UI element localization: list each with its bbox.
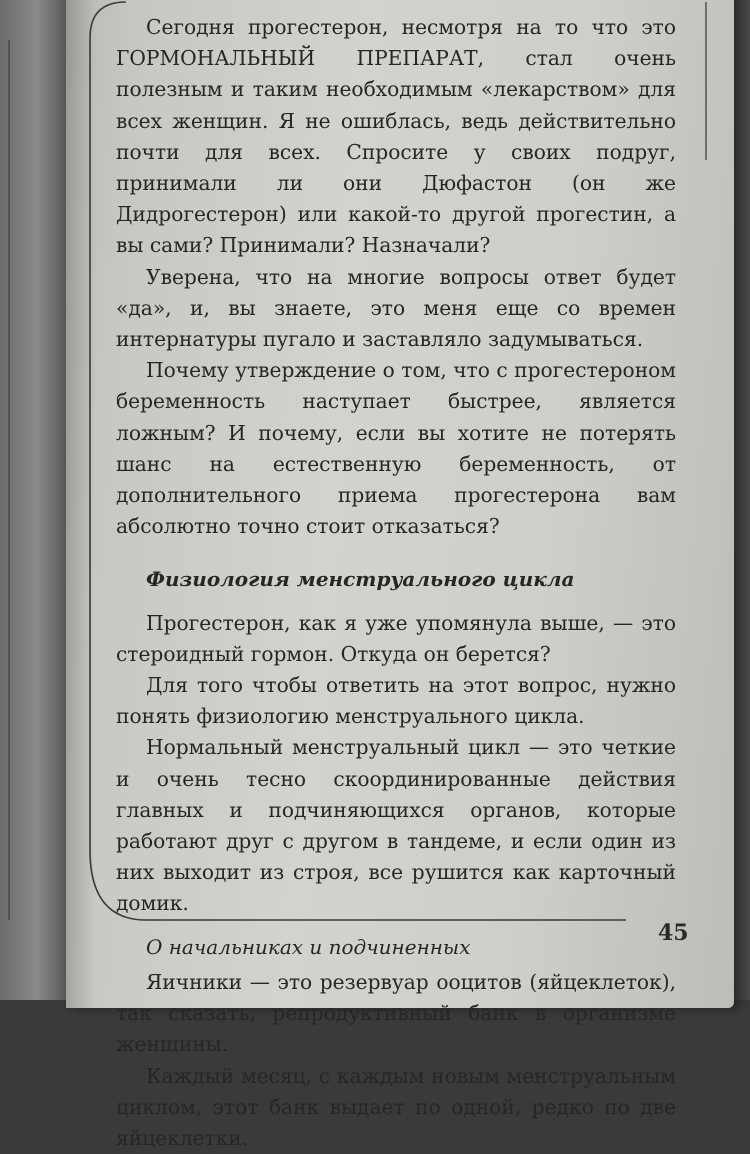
paragraph-3: Почему утверждение о том, что с прогестероном беременность наступает быстрее, является ложным? И почему, если вы хотите не потерять шанс на естественную беременность, от дополнительного приема прогестерона вам абсолютно точно стоит отказаться? <box>116 355 676 542</box>
background-strip <box>734 0 750 1000</box>
paragraph-4: Прогестерон, как я уже упомянула выше, — это стероидный гормон. Откуда он берется? <box>116 608 676 670</box>
paragraph-2: Уверена, что на многие вопросы ответ будет «да», и, вы знаете, это меня еще со времен интернатуры пугало и заставляло задумываться. <box>116 262 676 356</box>
paragraph-7: Яичники — это резервуар ооцитов (яйцеклеток), так сказать, репродуктивный банк в организме женщины. <box>116 967 676 1061</box>
opposite-page-frame-line <box>8 40 10 920</box>
paragraph-6: Нормальный менструальный цикл — это четкие и очень тесно скоординированные действия главных и подчиняющихся органов, которые работают друг с другом в тандеме, и если один из них выходит из строя, все рушится как карточный домик. <box>116 732 676 919</box>
paragraph-5: Для того чтобы ответить на этот вопрос, нужно понять физиологию менструального цикла. <box>116 670 676 732</box>
paragraph-1: Сегодня прогестерон, несмотря на то что это ГОРМОНАЛЬНЫЙ ПРЕПАРАТ, стал очень полезным и таким необходимым «лекарством» для всех женщин. Я не ошиблась, ведь действительно почти для всех. Спросите у своих подруг, принимали ли они Дюфастон (он же Дидрогестерон) или какой-то другой прогестин, а вы сами? Принимали? Назначали? <box>116 12 676 262</box>
page-text <box>116 12 676 1154</box>
paragraph-8: Каждый месяц, с каждым новым менструальным циклом, этот банк выдает по одной, редко по две яйцеклетки. <box>116 1061 676 1154</box>
subsection-heading: О начальниках и подчиненных <box>116 932 676 963</box>
section-heading: Физиология менструального цикла <box>116 564 676 595</box>
book-page <box>66 0 734 1008</box>
opposite-page-edge <box>0 0 66 1000</box>
page-number: 45 <box>658 920 689 946</box>
